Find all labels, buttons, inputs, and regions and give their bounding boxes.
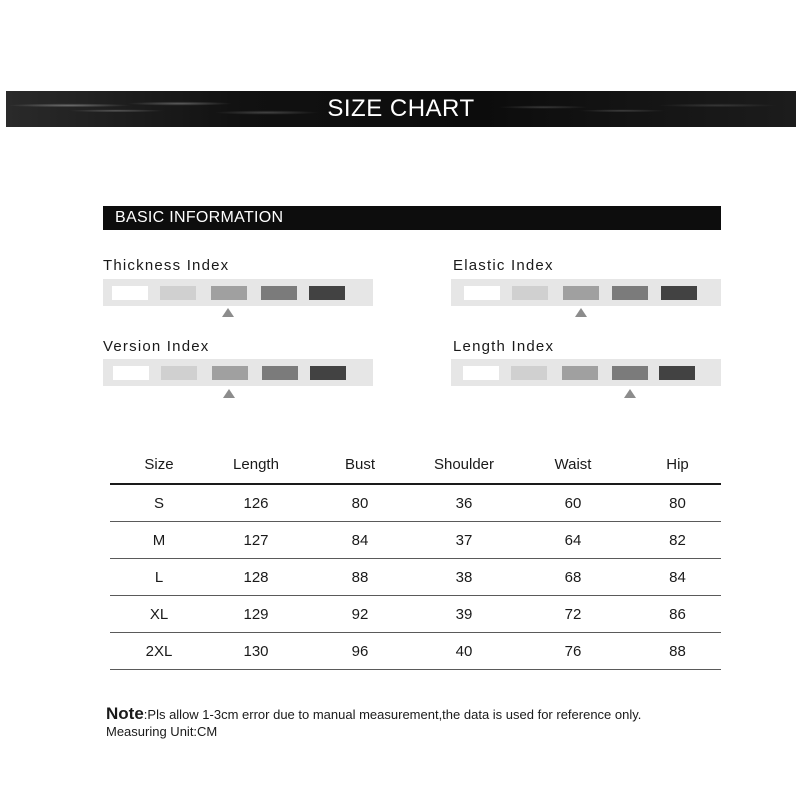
cell-waist: 60 — [512, 484, 634, 522]
version-index-marker — [223, 389, 235, 398]
cell-hip: 86 — [634, 596, 721, 633]
scale-level-4 — [612, 366, 648, 380]
cell-hip: 84 — [634, 559, 721, 596]
cell-size: S — [110, 484, 208, 522]
note-label: Note — [106, 704, 144, 723]
length-index-marker — [624, 389, 636, 398]
cell-length: 127 — [208, 522, 304, 559]
cell-hip: 88 — [634, 633, 721, 670]
scale-level-2 — [161, 366, 197, 380]
scale-level-1 — [464, 286, 500, 300]
size-chart-banner — [6, 91, 796, 127]
cell-length: 126 — [208, 484, 304, 522]
table-row — [110, 559, 721, 596]
cell-shoulder: 39 — [416, 596, 512, 633]
cell-length: 129 — [208, 596, 304, 633]
table-row — [110, 522, 721, 559]
cell-waist: 68 — [512, 559, 634, 596]
length-index-scale — [451, 359, 721, 386]
scale-level-4 — [261, 286, 297, 300]
scale-level-3 — [212, 366, 248, 380]
header-length: Length — [208, 445, 304, 484]
version-index-scale — [103, 359, 373, 386]
cell-shoulder: 37 — [416, 522, 512, 559]
table-row — [110, 596, 721, 633]
note-text: :Pls allow 1-3cm error due to manual measurement,the data is used for reference only. — [143, 707, 642, 722]
measuring-unit: Measuring Unit:CM — [106, 724, 218, 739]
cell-size: XL — [110, 596, 208, 633]
cell-bust: 88 — [304, 559, 416, 596]
cell-size: 2XL — [110, 633, 208, 670]
header-waist: Waist — [512, 445, 634, 484]
scale-level-1 — [113, 366, 149, 380]
cell-bust: 80 — [304, 484, 416, 522]
cell-waist: 64 — [512, 522, 634, 559]
table-header-row — [110, 445, 721, 484]
scale-level-5 — [661, 286, 697, 300]
scale-level-4 — [262, 366, 298, 380]
elastic-index-scale — [451, 279, 721, 306]
cell-hip: 82 — [634, 522, 721, 559]
cell-bust: 84 — [304, 522, 416, 559]
header-bust: Bust — [304, 445, 416, 484]
elastic-index-label: Elastic Index — [453, 257, 554, 274]
cell-shoulder: 36 — [416, 484, 512, 522]
thickness-index-label: Thickness Index — [103, 257, 230, 274]
scale-level-3 — [562, 366, 598, 380]
scale-level-5 — [659, 366, 695, 380]
scale-level-1 — [112, 286, 148, 300]
table-row — [110, 484, 721, 522]
cell-bust: 96 — [304, 633, 416, 670]
version-index-label: Version Index — [103, 338, 210, 355]
cell-length: 130 — [208, 633, 304, 670]
header-size: Size — [110, 445, 208, 484]
cell-hip: 80 — [634, 484, 721, 522]
cell-shoulder: 40 — [416, 633, 512, 670]
scale-level-3 — [563, 286, 599, 300]
scale-level-5 — [309, 286, 345, 300]
scale-level-1 — [463, 366, 499, 380]
length-index-label: Length Index — [453, 338, 555, 355]
basic-information-bar — [103, 206, 721, 230]
cell-length: 128 — [208, 559, 304, 596]
scale-level-4 — [612, 286, 648, 300]
header-hip: Hip — [634, 445, 721, 484]
measurement-note — [106, 705, 641, 740]
thickness-index-scale — [103, 279, 373, 306]
scale-level-2 — [160, 286, 196, 300]
cell-waist: 72 — [512, 596, 634, 633]
cell-shoulder: 38 — [416, 559, 512, 596]
cell-bust: 92 — [304, 596, 416, 633]
cell-size: M — [110, 522, 208, 559]
thickness-index-marker — [222, 308, 234, 317]
header-shoulder: Shoulder — [416, 445, 512, 484]
cell-size: L — [110, 559, 208, 596]
cell-waist: 76 — [512, 633, 634, 670]
scale-level-2 — [511, 366, 547, 380]
size-table — [110, 445, 721, 670]
banner-title: SIZE CHART — [327, 95, 475, 122]
scale-level-5 — [310, 366, 346, 380]
scale-level-3 — [211, 286, 247, 300]
note-line — [106, 705, 641, 723]
elastic-index-marker — [575, 308, 587, 317]
section-title: BASIC INFORMATION — [115, 209, 284, 226]
table-row — [110, 633, 721, 670]
scale-level-2 — [512, 286, 548, 300]
